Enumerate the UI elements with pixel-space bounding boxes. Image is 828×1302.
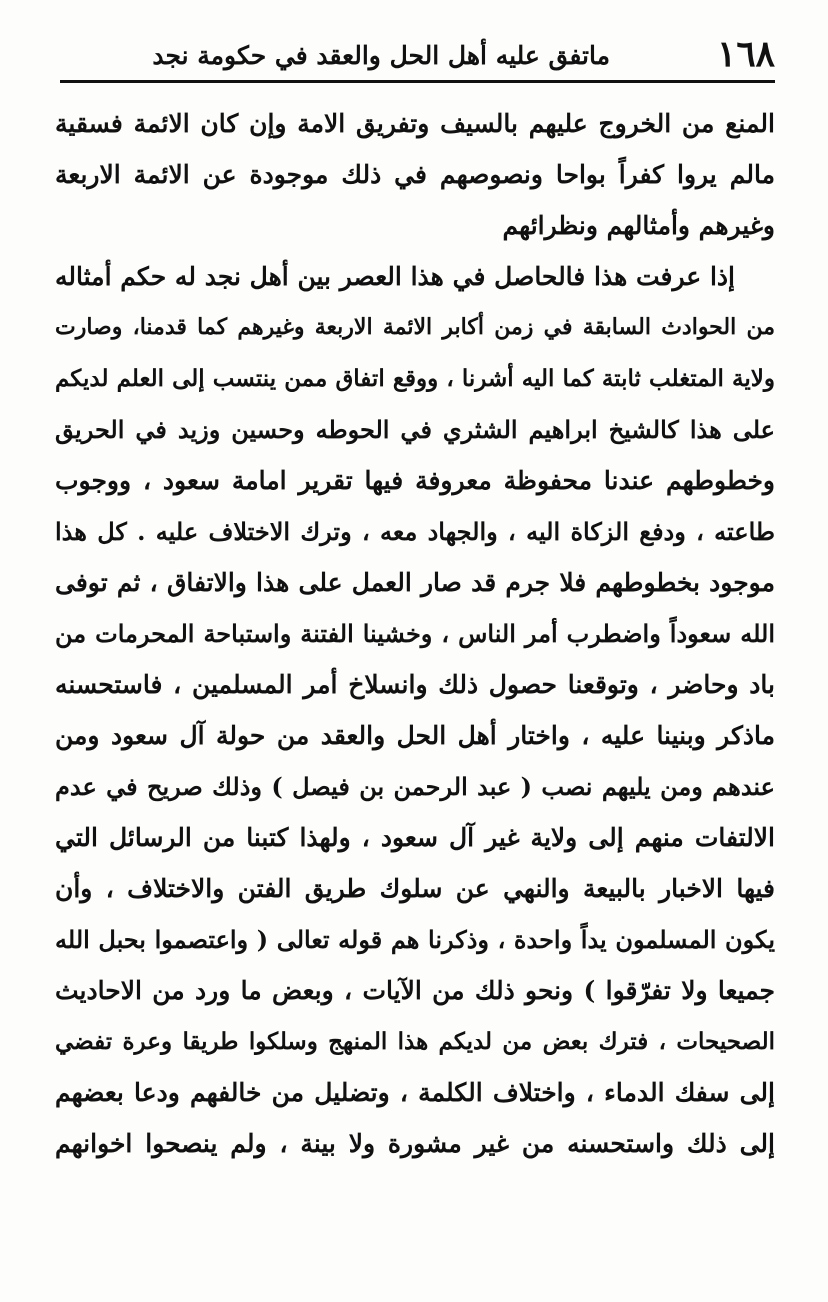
- text-line: إذا عرفت هذا فالحاصل في هذا العصر بين أهل نجد له حكم أمثاله: [55, 262, 735, 291]
- text-line: ولاية المتغلب ثابتة كما اليه أشرنا ، ووقع اتفاق ممن ينتسب إلى العلم لديكم: [55, 365, 775, 392]
- text-line: فيها الاخبار بالبيعة والنهي عن سلوك طريق الفتن والاختلاف ، وأن: [55, 874, 775, 903]
- text-line: جميعا ولا تفرّقوا ) ونحو ذلك من الآيات ، وبعض ما ورد من الاحاديث: [55, 976, 775, 1005]
- text-line: عندهم ومن يليهم نصب ( عبد الرحمن بن فيصل ) وذلك صريح في عدم: [55, 772, 775, 801]
- header-rule: [60, 80, 775, 83]
- text-line: المنع من الخروج عليهم بالسيف وتفريق الامة وإن كان الائمة فسقية: [55, 109, 775, 138]
- text-line: وغيرهم وأمثالهم ونظرائهم: [502, 211, 775, 240]
- text-line: يكون المسلمون يداً واحدة ، وذكرنا هم قوله تعالى ( واعتصموا بحبل الله: [55, 925, 775, 954]
- text-line: الصحيحات ، فترك بعض من لديكم هذا المنهج وسلكوا طريقا وعرة تفضي: [55, 1028, 775, 1055]
- running-title: ماتفق عليه أهل الحل والعقد في حكومة نجد: [152, 41, 610, 70]
- text-line: وخطوطهم عندنا محفوظة معروفة فيها تقرير امامة سعود ، ووجوب: [55, 466, 775, 495]
- text-line: الالتفات منهم إلى ولاية غير آل سعود ، ولهذا كتبنا من الرسائل التي: [55, 823, 775, 852]
- page-header: [60, 28, 775, 84]
- text-line: موجود بخطوطهم فلا جرم قد صار العمل على هذا والاتفاق ، ثم توفى: [55, 568, 775, 597]
- text-line: من الحوادث السابقة في زمن أكابر الائمة الاربعة وغيرهم كما قدمنا، وصارت: [55, 314, 775, 340]
- page-number: ١٦٨: [716, 33, 775, 75]
- text-line: مالم يروا كفراً بواحا ونصوصهم في ذلك موجودة عن الائمة الاربعة: [55, 160, 775, 189]
- text-line: إلى ذلك واستحسنه من غير مشورة ولا بينة ، ولم ينصحوا اخوانهم: [55, 1129, 775, 1158]
- text-line: الله سعوداً واضطرب أمر الناس ، وخشينا الفتنة واستباحة المحرمات من: [55, 619, 775, 648]
- text-line: طاعته ، ودفع الزكاة اليه ، والجهاد معه ، وترك الاختلاف عليه . كل هذا: [55, 517, 775, 546]
- page-body: [55, 98, 775, 1169]
- text-line: باد وحاضر ، وتوقعنا حصول ذلك وانسلاخ أمر المسلمين ، فاستحسنه: [55, 670, 775, 699]
- text-line: إلى سفك الدماء ، واختلاف الكلمة ، وتضليل من خالفهم ودعا بعضهم: [55, 1078, 775, 1107]
- text-line: على هذا كالشيخ ابراهيم الشثري في الحوطه وحسين وزيد في الحريق: [55, 415, 775, 444]
- text-line: ماذكر وبنينا عليه ، واختار أهل الحل والعقد من حولة آل سعود ومن: [55, 721, 775, 750]
